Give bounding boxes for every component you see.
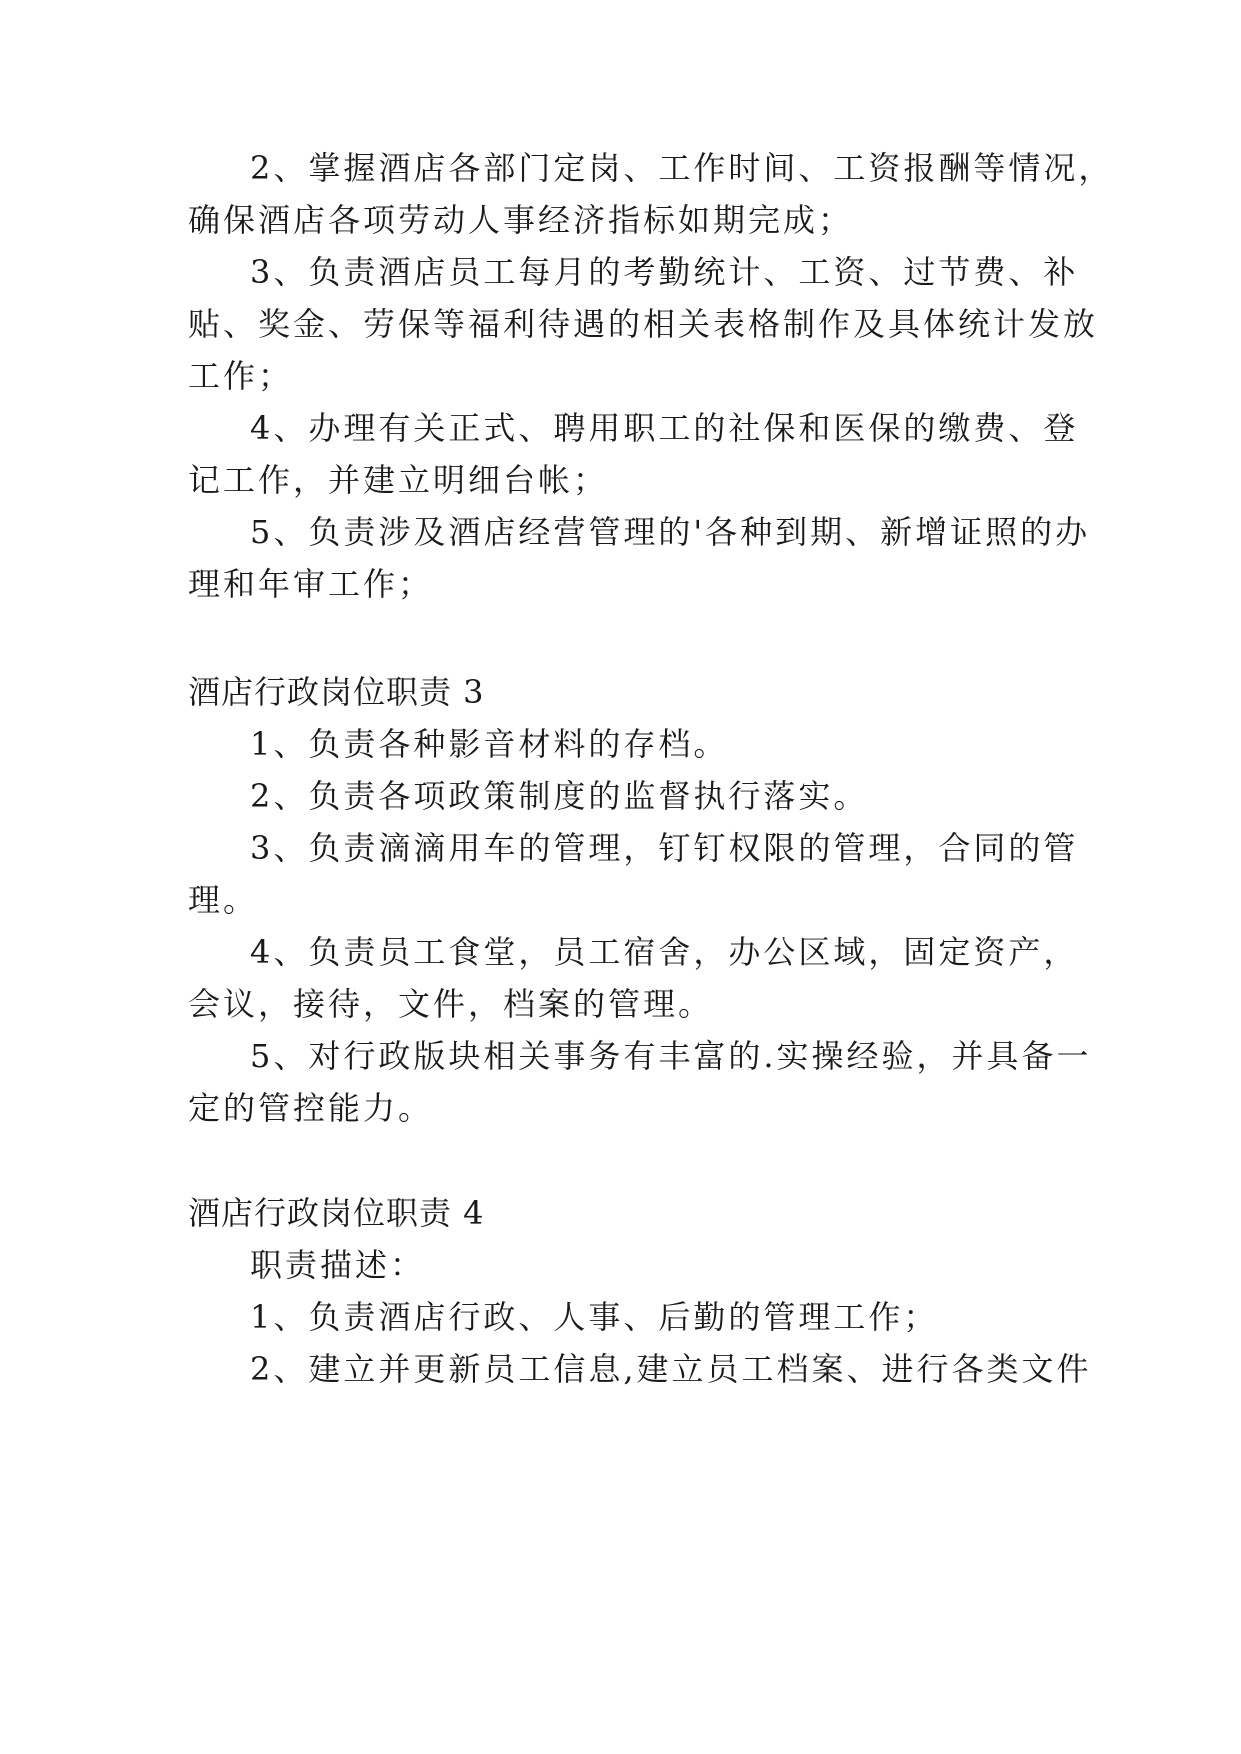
s2-item5-line2: 理和年审工作； [188, 565, 434, 603]
s3-item3-line1: 3、负责滴滴用车的管理，钉钉权限的管理，合同的管 [250, 829, 1079, 867]
s2-item3-line1: 3、负责酒店员工每月的考勤统计、工资、过节费、补 [250, 253, 1079, 291]
s2-item3-line3: 工作； [188, 357, 294, 395]
s4-subheading: 职责描述： [250, 1246, 426, 1284]
s3-item1: 1、负责各种影音材料的存档。 [250, 725, 729, 763]
s2-item2-line2: 确保酒店各项劳动人事经济指标如期完成； [188, 201, 854, 239]
section3-heading: 酒店行政岗位职责 3 [188, 673, 485, 711]
s3-item5-line1: 5、对行政版块相关事务有丰富的.实操经验，并具备一 [250, 1037, 1092, 1075]
s2-item5-line1: 5、负责涉及酒店经营管理的'各种到期、新增证照的办 [250, 513, 1091, 551]
s2-item2-line1: 2、掌握酒店各部门定岗、工作时间、工资报酬等情况， [250, 149, 1114, 187]
s3-item2: 2、负责各项政策制度的监督执行落实。 [250, 777, 869, 815]
section4-heading: 酒店行政岗位职责 4 [188, 1194, 485, 1232]
s4-item2: 2、建立并更新员工信息,建立员工档案、进行各类文件 [250, 1350, 1092, 1388]
s2-item4-line2: 记工作，并建立明细台帐； [188, 461, 609, 499]
s3-item3-line2: 理。 [188, 881, 259, 919]
s3-item4-line2: 会议，接待，文件，档案的管理。 [188, 985, 714, 1023]
s2-item3-line2: 贴、奖金、劳保等福利待遇的相关表格制作及具体统计发放 [188, 305, 1099, 343]
s3-item5-line2: 定的管控能力。 [188, 1089, 434, 1127]
s4-item1: 1、负责酒店行政、人事、后勤的管理工作； [250, 1298, 939, 1336]
s2-item4-line1: 4、办理有关正式、聘用职工的社保和医保的缴费、登 [250, 409, 1079, 447]
s3-item4-line1: 4、负责员工食堂，员工宿舍，办公区域，固定资产， [250, 933, 1079, 971]
